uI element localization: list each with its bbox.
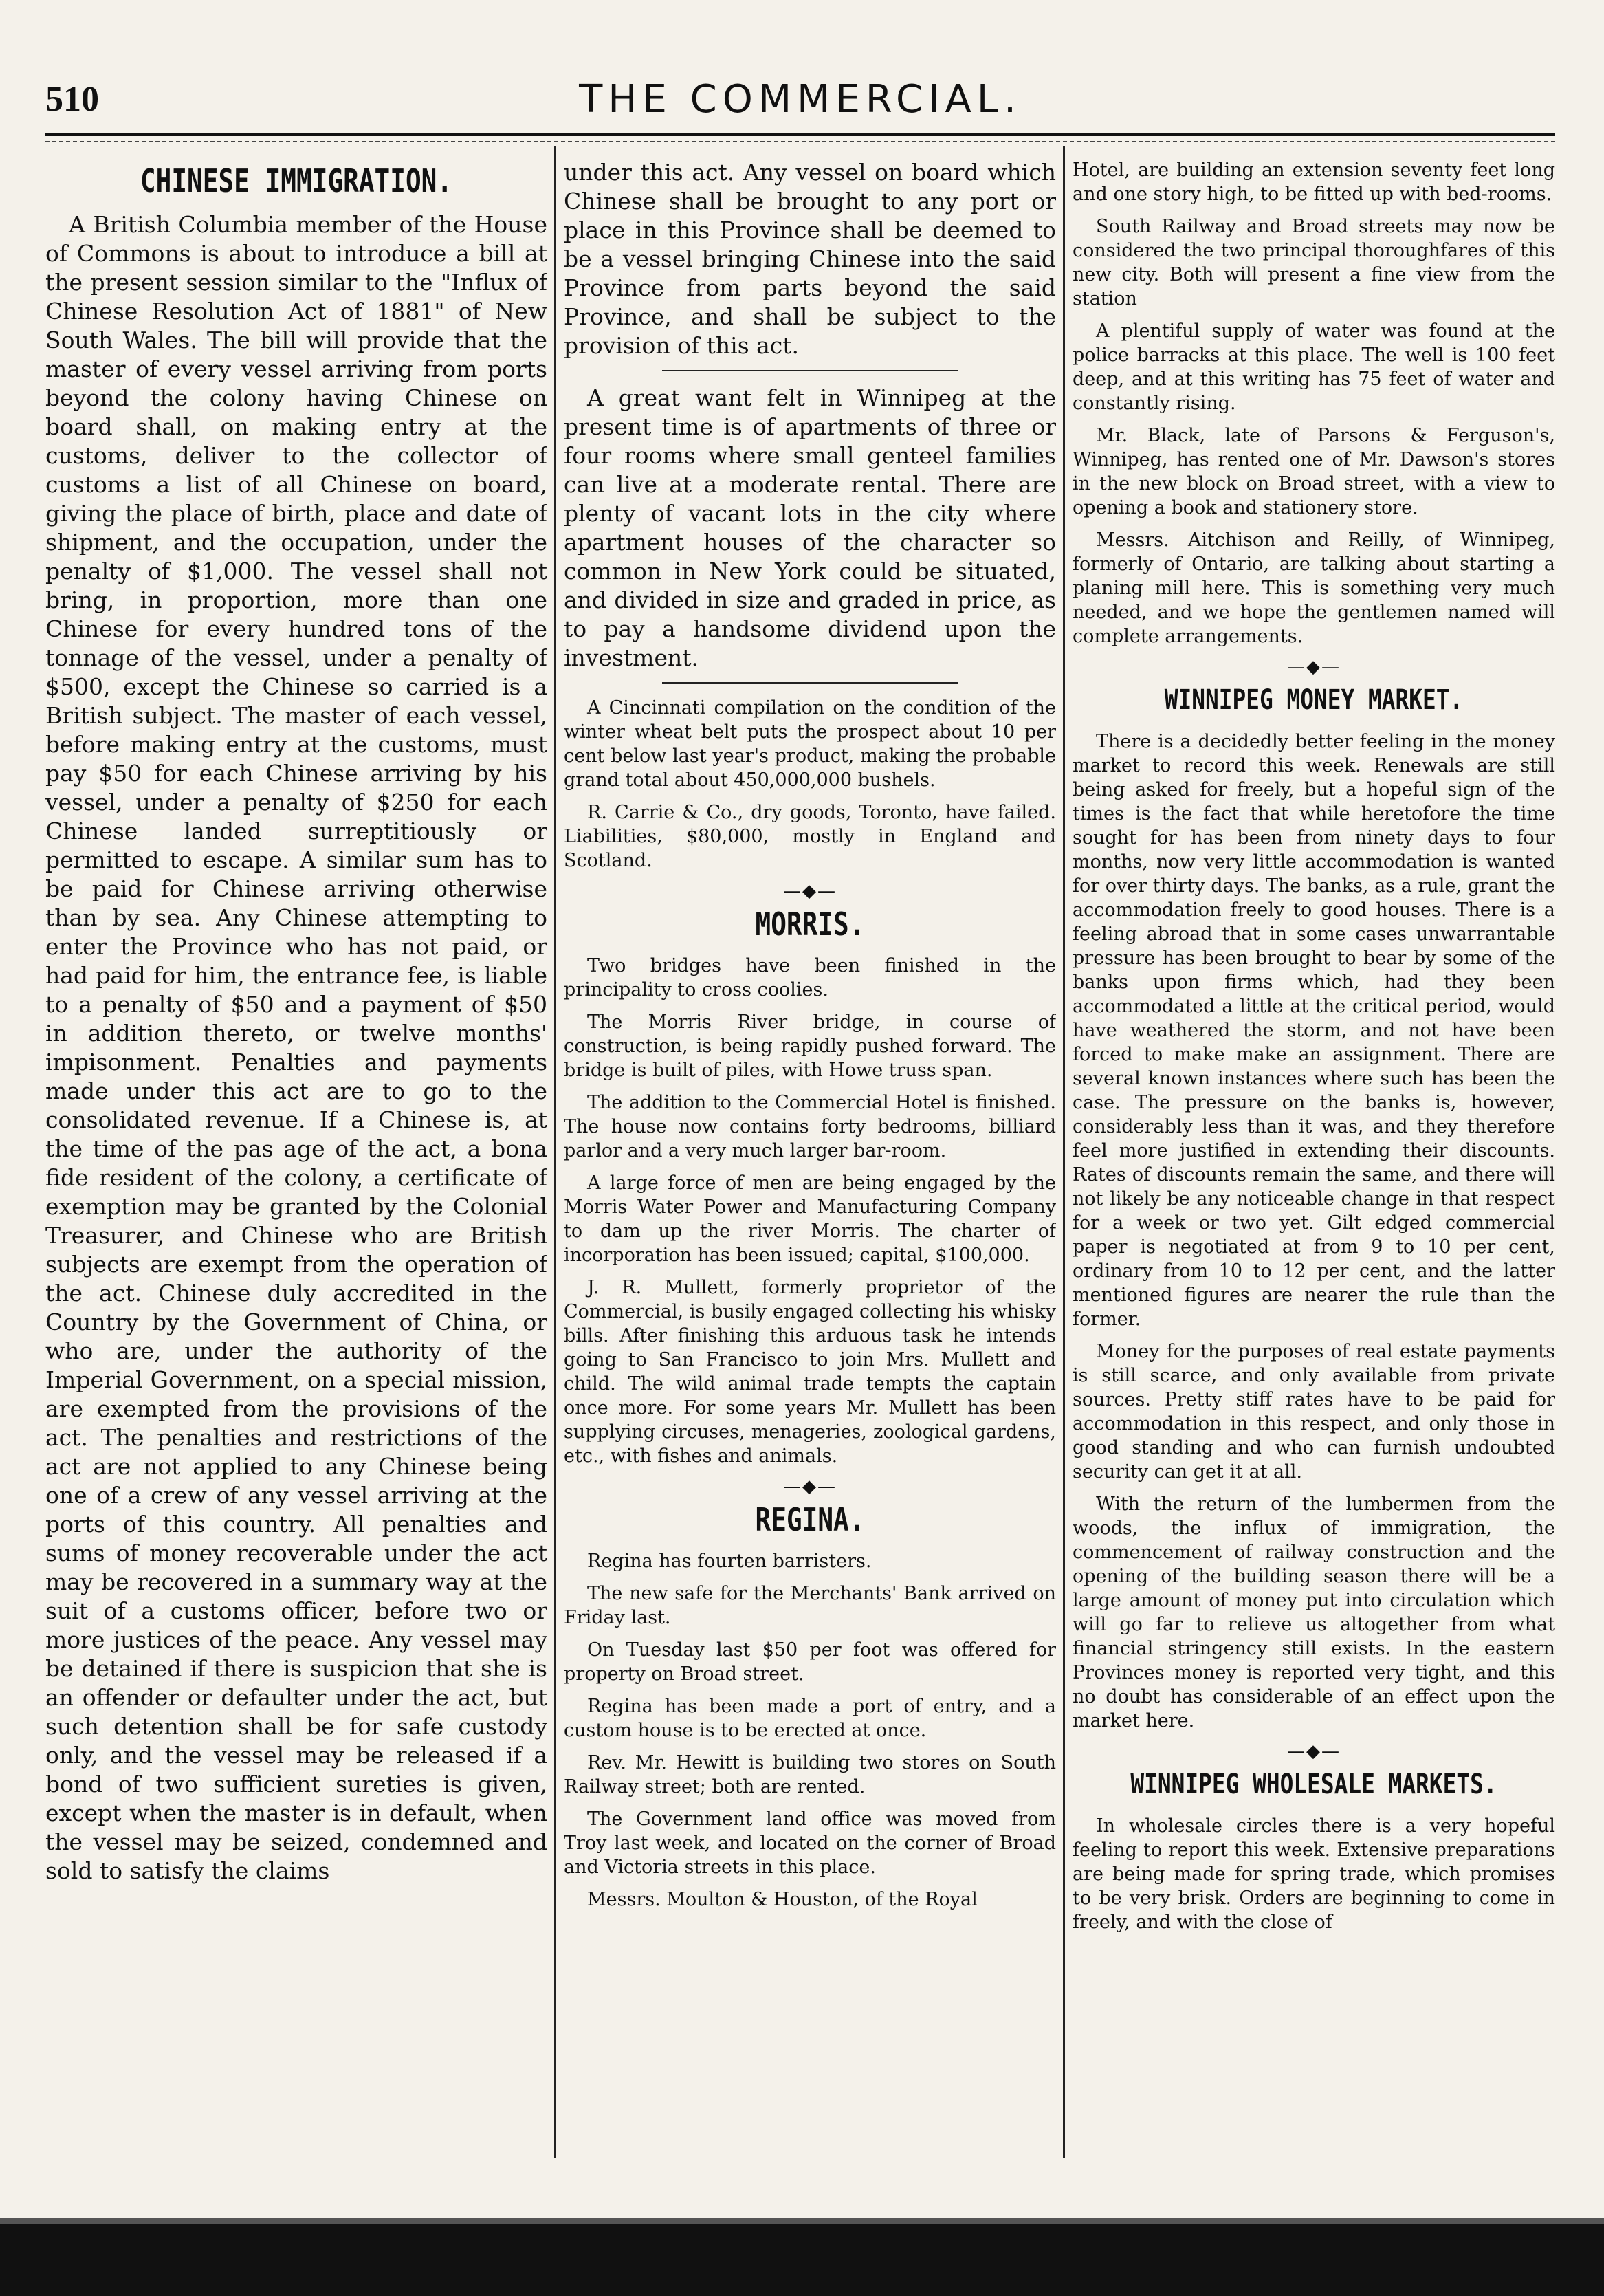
column-rule xyxy=(554,146,556,2158)
article-paragraph: A large force of men are being engaged by the Morris Water Power and Manufacturing Company to dam up the river Morris. The charter of incorporation has been issued; capital, $100,000. xyxy=(564,1172,1056,1266)
article-paragraph: R. Carrie & Co., dry goods, Toronto, have failed. Liabilities, $80,000, mostly in England and Scotland. xyxy=(564,802,1056,871)
article-paragraph: A British Columbia member of the House of Commons is about to introduce a bill at the present session similar to the "Influx of Chinese Resolution Act of 1881" of New South Wales. The bill will provide that the master of every vessel arriving from ports beyond the colony having Chinese on board shall, on making entry at the customs, deliver to the collector of customs a list of all Chinese on board, giving the place of birth, place and date of shipment, and the occupation, under the penalty of $1,000. The vessel shall not bring, in proportion, more than one Chinese for every hundred tons of the tonnage of the vessel, under a penalty of $500, except the Chinese so carried is a British subject. The master of each vessel, before making entry at the customs, must pay $50 for each Chinese arriving by his vessel, under a penalty of $250 for each Chinese landed surreptitiously or permitted to escape. A similar sum has to be paid for Chinese arriving otherwise than by sea. Any Chinese attempting to enter the Province who has not paid, or had paid for him, the entrance fee, is liable to a penalty of $50 and a payment of $50 in addition thereto, or twelve months' impisonment. Penalties and payments made under this act are to go to the consolidated revenue. If a Chinese is, at the time of the pas age of the act, a bona fide resident of the colony, a certificate of exemption may be granted by the Colonial Treasurer, and Chinese who are British subjects are exempt from the operation of the act. Chinese duly accredited in the Country by the Government of China, or who are, under the authority of the Imperial Government, on a special mission, are exempted from the provisions of the act. The penalties and restrictions of the act are not applied to any Chinese being one of a crew of any vessel arriving at the ports of this country. All penalties and sums of money recoverable under the act may be recovered in a summary way at the suit of a customs officer, before two or more justices of the peace. Any vessel may be detained if there is suspicion that she is an offender or defaulter under the act, but such detention shall be for safe custody only, and the vessel may be released if a bond of two sufficient sureties is given, except when the master is in default, when the vessel may be seized, condemned and sold to satisfy the claims xyxy=(45,211,547,1884)
article-paragraph: The Government land office was moved from Troy last week, and located on the corner of Broad and Victoria streets in this place. xyxy=(564,1808,1056,1878)
article-heading-regina: REGINA. xyxy=(755,1501,865,1538)
article-paragraph: A great want felt in Winnipeg at the present time is of apartments of three or four rooms where small genteel families can live at a moderate rental. There are plenty of vacant lots in the city where apartment houses of the character so common in New York could be situated, and divided in size and graded in price, as to pay a handsome dividend upon the investment. xyxy=(564,384,1056,671)
article-paragraph: On Tuesday last $50 per foot was offered for property on Broad street. xyxy=(564,1639,1056,1685)
column-2 xyxy=(564,158,1056,2165)
section-divider xyxy=(662,682,958,684)
ornament-divider: —◆— xyxy=(783,881,837,901)
header-dashed-rule xyxy=(45,141,1555,142)
section-divider xyxy=(662,370,958,371)
article-paragraph: In wholesale circles there is a very hopeful feeling to report this week. Extensive preparations are being made for spring trade, which promises to be very brisk. Orders are beginning to come in freely, and with the close of xyxy=(1073,1815,1555,1933)
article-heading-wholesale-markets: WINNIPEG WHOLESALE MARKETS. xyxy=(1130,1769,1497,1800)
article-paragraph: Money for the purposes of real estate payments is still scarce, and only available from private sources. Pretty stiff rates have to be paid for accommodation in this respect, and only those in good standing and who can furnish undoubted security can get it at all. xyxy=(1073,1341,1555,1483)
article-paragraph: Messrs. Moulton & Houston, of the Royal xyxy=(587,1889,978,1910)
page-number: 510 xyxy=(45,80,99,119)
article-heading-money-market: WINNIPEG MONEY MARKET. xyxy=(1164,684,1464,716)
article-paragraph: A plentiful supply of water was found at the police barracks at this place. The well is 100 feet deep, and at this writing has 75 feet of water and constantly rising. xyxy=(1073,320,1555,414)
article-heading-chinese-immigration: CHINESE IMMIGRATION. xyxy=(140,162,453,199)
article-paragraph: The addition to the Commercial Hotel is finished. The house now contains forty bedrooms, billiard parlor and a very much larger bar-room. xyxy=(564,1092,1056,1161)
header-rule xyxy=(45,133,1555,136)
article-paragraph: Messrs. Aitchison and Reilly, of Winnipeg, formerly of Ontario, are talking about starting a planing mill here. This is something very much needed, and we hope the gentlemen named will complete arrangements. xyxy=(1073,529,1555,647)
article-paragraph: The new safe for the Merchants' Bank arrived on Friday last. xyxy=(564,1583,1056,1628)
article-paragraph: Two bridges have been finished in the principality to cross coolies. xyxy=(564,955,1056,1001)
article-paragraph: Regina has been made a port of entry, and a custom house is to be erected at once. xyxy=(564,1696,1056,1741)
article-paragraph: South Railway and Broad streets may now be considered the two principal thoroughfares of this new city. Both will present a fine view from the station xyxy=(1073,216,1555,309)
article-paragraph: Hotel, are building an extension seventy feet long and one story high, to be fitted up with bed-rooms. xyxy=(1073,160,1555,205)
ornament-divider: —◆— xyxy=(1287,1741,1341,1762)
masthead xyxy=(45,76,1555,124)
article-paragraph: Rev. Mr. Hewitt is building two stores on South Railway street; both are rented. xyxy=(564,1752,1056,1797)
column-rule xyxy=(1063,146,1065,2158)
column-1 xyxy=(45,158,547,2165)
article-paragraph: There is a decidedly better feeling in the money market to record this week. Renewals are still being asked for freely, but a hopeful sign of the times is the fact that while heretofore the time sought for has been from ninety days to four months, now very little accommodation is wanted for over thirty days. The banks, as a rule, grant the accommodation freely to good houses. There is a feeling abroad that in some cases unwarrantable pressure has been brought to bear by some of the banks upon firms which, had they been accommodated a little at the critical period, would have weathered the storm, and not have been forced to make make an assignment. There are several known instances where such has been the case. The pressure on the banks is, however, considerably less than it was, and they therefore feel more justified in extending their discounts. Rates of discounts remain the same, and there will not likely be any noticeable change in that respect for a week or two yet. Gilt edged commercial paper is negotiated at from 9 to 10 per cent, ordinary from 10 to 12 per cent, and the latter mentioned figures are nearer the rule than the former. xyxy=(1073,731,1555,1330)
ornament-divider: —◆— xyxy=(783,1476,837,1497)
article-heading-morris: MORRIS. xyxy=(755,906,865,943)
footer-bar xyxy=(0,2224,1604,2296)
article-paragraph: J. R. Mullett, formerly proprietor of the Commercial, is busily engaged collecting his whisky bills. After finishing this arduous task he intends going to San Francisco to join Mrs. Mullett and child. The wild animal trade tempts the captain once more. For some years Mr. Mullett has been supplying circuses, menageries, zoological gardens, etc., with fishes and animals. xyxy=(564,1277,1056,1467)
column-3 xyxy=(1073,158,1555,2165)
ornament-divider: —◆— xyxy=(1287,657,1341,677)
article-paragraph: The Morris River bridge, in course of construction, is being rapidly pushed forward. The bridge is built of piles, with Howe truss span. xyxy=(564,1012,1056,1081)
article-paragraph: With the return of the lumbermen from the woods, the influx of immigration, the commencement of railway construction and the opening of the building season there will be a large amount of money put into circulation which will go far to relieve us altogether from what financial stringency still exists. In the eastern Provinces money is reported very tight, and this no doubt has considerable of an effect upon the market here. xyxy=(1073,1494,1555,1731)
article-paragraph: A Cincinnati compilation on the condition of the winter wheat belt puts the prospect about 10 per cent below last year's product, making the probable grand total about 450,000,000 bushels. xyxy=(564,697,1056,791)
newspaper-title: THE COMMERCIAL. xyxy=(579,77,1022,122)
footer-band xyxy=(0,2218,1604,2224)
article-paragraph: Mr. Black, late of Parsons & Ferguson's, Winnipeg, has rented one of Mr. Dawson's stores in the new block on Broad street, with a view to opening a book and stationery store. xyxy=(1073,425,1555,518)
article-paragraph: Regina has fourten barristers. xyxy=(587,1551,872,1572)
article-paragraph: under this act. Any vessel on board which Chinese shall be brought to any port or place in this Province shall be deemed to be a vessel bringing Chinese into the said Province from parts beyond the said Province, and shall be subject to the provision of this act. xyxy=(564,159,1056,359)
